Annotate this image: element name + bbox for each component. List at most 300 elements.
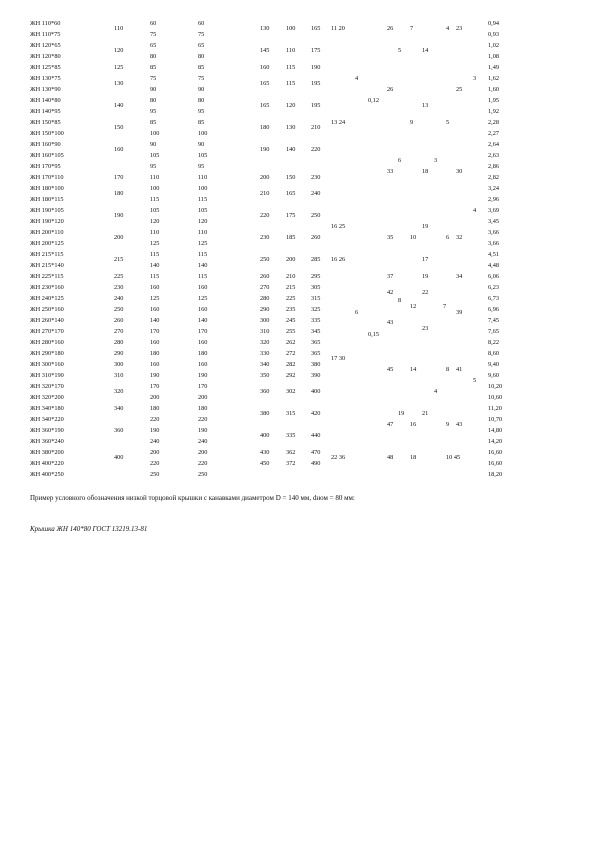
designation-cell: ЖН 360*240 (30, 437, 64, 445)
dnom-cell: 105 (198, 151, 208, 159)
dimension-cell: 4 (355, 74, 359, 82)
dnom-cell: 160 (150, 283, 160, 291)
dimension-cell: 200 (260, 173, 270, 181)
mass-cell: 11,20 (488, 404, 502, 412)
designation-cell: ЖН 110*75 (30, 30, 61, 38)
dnom-cell: 95 (198, 107, 205, 115)
mass-cell: 4,51 (488, 250, 500, 258)
designation-cell: ЖН 340*220 (30, 415, 64, 423)
dimension-cell: 17 (422, 256, 429, 263)
diameter-cell: 250 (114, 305, 124, 313)
dnom-cell: 140 (150, 261, 160, 269)
dnom-cell: 60 (150, 19, 157, 27)
dimension-cell: 16 25 (331, 223, 346, 230)
dimension-cell: 315 (286, 410, 296, 417)
dnom-cell: 190 (198, 371, 208, 379)
dimension-cell: 210 (286, 272, 296, 280)
mass-cell: 3,24 (488, 184, 500, 192)
dimension-cell: 110 (286, 47, 296, 54)
dnom-cell: 100 (150, 129, 160, 137)
dimension-cell: 6 (446, 234, 450, 241)
designation-cell: ЖН 150*85 (30, 118, 61, 126)
dimension-cell: 26 (387, 25, 394, 32)
diameter-cell: 320 (114, 388, 124, 395)
dimension-cell: 255 (286, 327, 296, 335)
dimension-cell: 340 (260, 360, 270, 368)
designation-cell: ЖН 120*65 (30, 41, 61, 49)
dimension-cell: 3 (434, 157, 438, 164)
dnom-cell: 125 (198, 294, 208, 302)
designation-cell: ЖН 170*110 (30, 173, 64, 181)
dnom-cell: 75 (150, 74, 157, 82)
dimension-cell: 4 (434, 388, 438, 395)
dimension-cell: 19 (422, 272, 429, 280)
dnom-cell: 180 (150, 404, 160, 412)
dimension-cell: 13 (422, 102, 429, 109)
dimension-cell: 430 (260, 448, 270, 456)
designation-cell: ЖН 170*95 (30, 162, 61, 170)
dimension-cell: 440 (311, 432, 321, 439)
mass-cell: 1,49 (488, 63, 500, 71)
diameter-cell: 200 (114, 234, 124, 241)
dnom-cell: 120 (198, 217, 208, 225)
dimension-cell: 10 (410, 234, 417, 241)
diameter-cell: 400 (114, 454, 124, 461)
designation-cell: ЖН 260*140 (30, 316, 64, 324)
dimension-cell: 22 36 (331, 454, 346, 461)
dnom-cell: 100 (198, 184, 208, 192)
mass-cell: 2,63 (488, 151, 500, 159)
dnom-cell: 220 (150, 415, 160, 423)
mass-cell: 9,60 (488, 371, 500, 379)
dimension-cell: 41 (456, 366, 463, 373)
dnom-cell: 100 (198, 129, 208, 137)
dimension-cell: 165 (286, 190, 296, 197)
mass-cell: 0,94 (488, 19, 500, 27)
dnom-cell: 80 (150, 96, 157, 104)
dnom-cell: 85 (198, 118, 205, 126)
dnom-cell: 125 (150, 239, 160, 247)
dnom-cell: 170 (198, 327, 208, 335)
dnom-cell: 110 (150, 173, 160, 181)
diameter-cell: 110 (114, 25, 124, 32)
diameter-cell: 125 (114, 63, 124, 71)
mass-cell: 3,66 (488, 239, 500, 247)
dimension-cell: 235 (286, 305, 296, 313)
dnom-cell: 110 (198, 228, 208, 236)
dnom-cell: 110 (198, 173, 208, 181)
dnom-cell: 160 (150, 360, 160, 368)
dimension-cell: 240 (311, 190, 321, 197)
dimension-cell: 16 (410, 421, 417, 428)
dimension-cell: 220 (260, 212, 270, 219)
dimension-cell: 325 (311, 305, 321, 313)
mass-cell: 4,48 (488, 261, 500, 269)
mass-cell: 3,45 (488, 217, 500, 225)
dnom-cell: 160 (198, 305, 208, 313)
dimension-cell: 210 (311, 124, 321, 131)
dnom-cell: 80 (198, 96, 205, 104)
designation-cell: ЖН 380*200 (30, 448, 64, 456)
dimension-cell: 285 (311, 256, 321, 263)
dimension-cell: 315 (311, 294, 321, 302)
dimension-cell: 260 (311, 234, 321, 241)
mass-cell: 1,95 (488, 96, 500, 104)
dnom-cell: 120 (150, 217, 160, 225)
diameter-cell: 130 (114, 80, 124, 87)
mass-cell: 1,62 (488, 74, 500, 82)
dimension-cell: 450 (260, 459, 270, 467)
dnom-cell: 250 (150, 470, 160, 478)
mass-cell: 0,93 (488, 30, 500, 38)
dimension-cell: 185 (286, 234, 296, 241)
mass-cell: 6,23 (488, 283, 500, 291)
dimension-cell: 37 (387, 272, 394, 280)
designation-cell: ЖН 270*170 (30, 327, 64, 335)
dimension-cell: 4 (446, 25, 450, 32)
dimension-cell: 200 (286, 256, 296, 263)
mass-cell: 7,45 (488, 316, 500, 324)
dimension-cell: 335 (286, 432, 296, 439)
dimension-cell: 300 (260, 316, 270, 324)
mass-cell: 1,92 (488, 107, 500, 115)
dimension-cell: 16 26 (331, 256, 346, 263)
dimension-cell: 18 (422, 168, 429, 175)
dnom-cell: 115 (150, 250, 160, 258)
dimension-cell: 25 (456, 85, 463, 93)
designation-cell: ЖН 160*90 (30, 140, 61, 148)
dimension-cell: 8 (446, 366, 450, 373)
dimension-cell: 30 (456, 168, 463, 175)
dimension-cell: 19 (422, 223, 429, 230)
designation-cell: ЖН 125*85 (30, 63, 61, 71)
dimension-cell: 175 (311, 47, 321, 54)
dimension-cell: 0,15 (368, 330, 380, 338)
dimension-cell: 250 (311, 212, 321, 219)
dimension-cell: 345 (311, 327, 321, 335)
dimension-cell: 160 (260, 63, 270, 71)
mass-cell: 16,60 (488, 448, 503, 456)
designation-cell: ЖН 300*160 (30, 360, 64, 368)
designation-cell: ЖН 140*80 (30, 96, 61, 104)
dnom-cell: 105 (150, 151, 160, 159)
dimension-cell: 295 (311, 272, 321, 280)
dimension-cell: 120 (286, 102, 296, 109)
dimension-cell: 220 (311, 146, 321, 153)
dnom-cell: 190 (150, 426, 160, 434)
diameter-cell: 280 (114, 338, 124, 346)
dnom-cell: 190 (198, 426, 208, 434)
dimension-cell: 195 (311, 80, 321, 87)
mass-cell: 1,08 (488, 52, 500, 60)
diameter-cell: 240 (114, 294, 124, 302)
diameter-cell: 270 (114, 327, 124, 335)
dimension-cell: 305 (311, 283, 321, 291)
dnom-cell: 80 (150, 52, 157, 60)
dnom-cell: 75 (198, 30, 205, 38)
dnom-cell: 95 (198, 162, 205, 170)
dimension-cell: 45 (387, 366, 394, 373)
dimension-cell: 10 45 (446, 454, 461, 461)
mass-cell: 2,64 (488, 140, 500, 148)
diameter-cell: 140 (114, 102, 124, 109)
mass-cell: 14,20 (488, 437, 503, 445)
mass-cell: 10,60 (488, 393, 503, 401)
dimension-cell: 43 (456, 421, 463, 428)
dimension-cell: 165 (260, 80, 270, 87)
dimension-cell: 190 (260, 146, 270, 153)
mass-cell: 16,60 (488, 459, 503, 467)
dimension-cell: 0,12 (368, 96, 380, 104)
dimension-cell: 310 (260, 327, 270, 335)
dnom-cell: 200 (198, 448, 208, 456)
dnom-cell: 90 (150, 140, 157, 148)
mass-cell: 6,73 (488, 294, 500, 302)
dimension-cell: 8 (398, 296, 402, 304)
mass-cell: 9,40 (488, 360, 500, 368)
dimension-cell: 39 (456, 308, 463, 316)
dnom-cell: 90 (198, 140, 205, 148)
dnom-cell: 115 (198, 272, 208, 280)
dimension-cell: 245 (286, 316, 296, 324)
diameter-cell: 150 (114, 124, 124, 131)
dnom-cell: 240 (198, 437, 208, 445)
dimension-cell: 390 (311, 371, 321, 379)
dimension-cell: 17 30 (331, 355, 346, 362)
dimension-cell: 14 (422, 47, 429, 54)
dimension-cell: 362 (286, 448, 296, 456)
diameter-cell: 120 (114, 47, 124, 54)
dimension-cell: 130 (260, 25, 270, 32)
dimension-cell: 32 (456, 234, 463, 241)
mass-cell: 10,70 (488, 415, 503, 423)
dnom-cell: 180 (198, 404, 208, 412)
dnom-cell: 200 (150, 448, 160, 456)
dimension-cell: 42 (387, 289, 394, 296)
dnom-cell: 220 (198, 415, 208, 423)
dimension-cell: 282 (286, 360, 296, 368)
dnom-cell: 160 (150, 338, 160, 346)
dnom-cell: 190 (150, 371, 160, 379)
dnom-cell: 115 (198, 250, 208, 258)
dimension-cell: 7 (410, 25, 414, 32)
dnom-cell: 115 (150, 195, 160, 203)
dimension-cell: 33 (387, 168, 394, 175)
designation-cell: ЖН 160*105 (30, 151, 64, 159)
dimension-cell: 230 (260, 234, 270, 241)
dnom-cell: 85 (150, 63, 157, 71)
dimension-cell: 360 (260, 388, 270, 395)
dnom-cell: 65 (198, 41, 205, 49)
dimension-cell: 14 (410, 366, 417, 373)
mass-cell: 18,20 (488, 470, 503, 478)
dnom-cell: 105 (150, 206, 160, 214)
dnom-cell: 160 (198, 338, 208, 346)
diameter-cell: 225 (114, 272, 124, 280)
dnom-cell: 180 (198, 349, 208, 357)
dimension-cell: 372 (286, 459, 296, 467)
dnom-cell: 85 (150, 118, 157, 126)
dimension-cell: 260 (260, 272, 270, 280)
dimension-cell: 420 (311, 410, 321, 417)
mass-cell: 6,06 (488, 272, 500, 280)
dnom-cell: 65 (150, 41, 157, 49)
dimension-cell: 48 (387, 454, 394, 461)
mass-cell: 1,60 (488, 85, 500, 93)
dimension-cell: 34 (456, 272, 463, 280)
dimension-cell: 250 (260, 256, 270, 263)
dimension-cell: 6 (355, 308, 359, 316)
dimension-cell: 6 (398, 157, 402, 164)
dnom-cell: 105 (198, 206, 208, 214)
dnom-cell: 95 (150, 162, 157, 170)
dimension-cell: 23 (456, 25, 463, 32)
dimension-cell: 400 (311, 388, 321, 395)
dnom-cell: 75 (198, 74, 205, 82)
dimension-cell: 11 20 (331, 25, 345, 32)
mass-cell: 2,86 (488, 162, 500, 170)
dnom-cell: 115 (198, 195, 208, 203)
designation-cell: ЖН 190*105 (30, 206, 64, 214)
dnom-cell: 160 (150, 305, 160, 313)
dnom-cell: 170 (150, 327, 160, 335)
designation-cell: ЖН 130*90 (30, 85, 61, 93)
dnom-cell: 140 (198, 261, 208, 269)
dimension-cell: 210 (260, 190, 270, 197)
designation-cell: ЖН 150*100 (30, 129, 64, 137)
dimension-cell: 215 (286, 283, 296, 291)
mass-cell: 1,02 (488, 41, 500, 49)
designation-cell: ЖН 110*60 (30, 19, 61, 27)
diameter-cell: 160 (114, 146, 124, 153)
dimension-cell: 380 (260, 410, 270, 417)
diameter-cell: 260 (114, 316, 124, 324)
dimension-cell: 190 (311, 63, 321, 71)
designation-cell: ЖН 400*220 (30, 459, 64, 467)
dimension-cell: 490 (311, 459, 321, 467)
dimension-cell: 302 (286, 388, 296, 395)
designation-cell: ЖН 215*115 (30, 250, 64, 258)
designation-cell: ЖН 120*80 (30, 52, 61, 60)
mass-cell: 2,27 (488, 129, 500, 137)
dimension-cell: 115 (286, 80, 296, 87)
dimension-cell: 280 (260, 294, 270, 302)
mass-cell: 14,80 (488, 426, 503, 434)
designation-cell: ЖН 180*100 (30, 184, 64, 192)
diameter-cell: 300 (114, 360, 124, 368)
dimension-cell: 115 (286, 63, 296, 71)
designation-cell: ЖН 200*110 (30, 228, 64, 236)
dimension-cell: 380 (311, 360, 321, 368)
dimension-cell: 165 (311, 25, 321, 32)
dimension-cell: 225 (286, 294, 296, 302)
dimension-cell: 19 (398, 410, 405, 417)
designation-example-caption: Пример условного обозначения низкой торцовой крышки с канавками диаметром D = 140 мм, dном = 80 мм: (30, 494, 355, 502)
dnom-cell: 200 (198, 393, 208, 401)
dimension-cell: 195 (311, 102, 321, 109)
dimension-cell: 7 (443, 303, 447, 311)
mass-cell: 7,65 (488, 327, 500, 335)
dimension-cell: 130 (286, 124, 296, 131)
diameter-cell: 170 (114, 173, 124, 181)
dimension-cell: 350 (260, 371, 270, 379)
dnom-cell: 200 (150, 393, 160, 401)
designation-cell: ЖН 240*125 (30, 294, 64, 302)
designation-cell: ЖН 215*140 (30, 261, 64, 269)
dnom-cell: 125 (150, 294, 160, 302)
dimension-cell: 9 (446, 421, 450, 428)
dimension-cell: 165 (260, 102, 270, 109)
dimension-cell: 175 (286, 212, 296, 219)
dimension-cell: 145 (260, 47, 270, 54)
designation-cell: ЖН 250*160 (30, 305, 64, 313)
dimension-cell: 270 (260, 283, 270, 291)
diameter-cell: 290 (114, 349, 124, 357)
mass-cell: 2,28 (488, 118, 500, 126)
diameter-cell: 340 (114, 404, 124, 412)
dimension-cell: 180 (260, 124, 270, 131)
diameter-cell: 310 (114, 371, 124, 379)
dimension-cell: 12 (410, 303, 417, 311)
mass-cell: 3,66 (488, 228, 500, 236)
dnom-cell: 140 (150, 316, 160, 324)
dnom-cell: 170 (198, 382, 208, 390)
dimension-cell: 470 (311, 448, 321, 456)
dimension-cell: 35 (387, 234, 394, 241)
diameter-cell: 360 (114, 426, 124, 434)
designation-cell: ЖН 225*115 (30, 272, 64, 280)
dimension-cell: 9 (410, 118, 414, 126)
mass-cell: 10,20 (488, 382, 503, 390)
dimension-cell: 5 (398, 47, 402, 54)
dnom-cell: 220 (198, 459, 208, 467)
dimension-cell: 4 (473, 206, 477, 214)
dnom-cell: 110 (150, 228, 160, 236)
dnom-cell: 80 (198, 52, 205, 60)
dimension-cell: 400 (260, 432, 270, 439)
dimension-cell: 365 (311, 349, 321, 357)
dnom-cell: 115 (150, 272, 160, 280)
mass-cell: 2,96 (488, 195, 500, 203)
dnom-cell: 160 (198, 283, 208, 291)
dnom-cell: 250 (198, 470, 208, 478)
designation-cell: ЖН 320*170 (30, 382, 64, 390)
dnom-cell: 180 (150, 349, 160, 357)
designation-cell: ЖН 310*190 (30, 371, 64, 379)
dnom-cell: 140 (198, 316, 208, 324)
dimension-cell: 230 (311, 173, 321, 181)
designation-cell: ЖН 400*250 (30, 470, 64, 478)
mass-cell: 8,60 (488, 349, 500, 357)
dimension-cell: 272 (286, 349, 296, 357)
dnom-cell: 160 (198, 360, 208, 368)
dimension-cell: 262 (286, 338, 296, 346)
dimension-cell: 22 (422, 289, 429, 296)
designation-cell: ЖН 180*115 (30, 195, 64, 203)
dimension-cell: 290 (260, 305, 270, 313)
mass-cell: 8,22 (488, 338, 500, 346)
dnom-cell: 95 (150, 107, 157, 115)
dnom-cell: 100 (150, 184, 160, 192)
dimension-cell: 140 (286, 146, 296, 153)
designation-cell: ЖН 280*160 (30, 338, 64, 346)
dimension-cell: 21 (422, 410, 429, 417)
dnom-cell: 220 (150, 459, 160, 467)
designation-cell: ЖН 290*180 (30, 349, 64, 357)
dnom-cell: 170 (150, 382, 160, 390)
mass-cell: 3,69 (488, 206, 500, 214)
diameter-cell: 190 (114, 212, 124, 219)
